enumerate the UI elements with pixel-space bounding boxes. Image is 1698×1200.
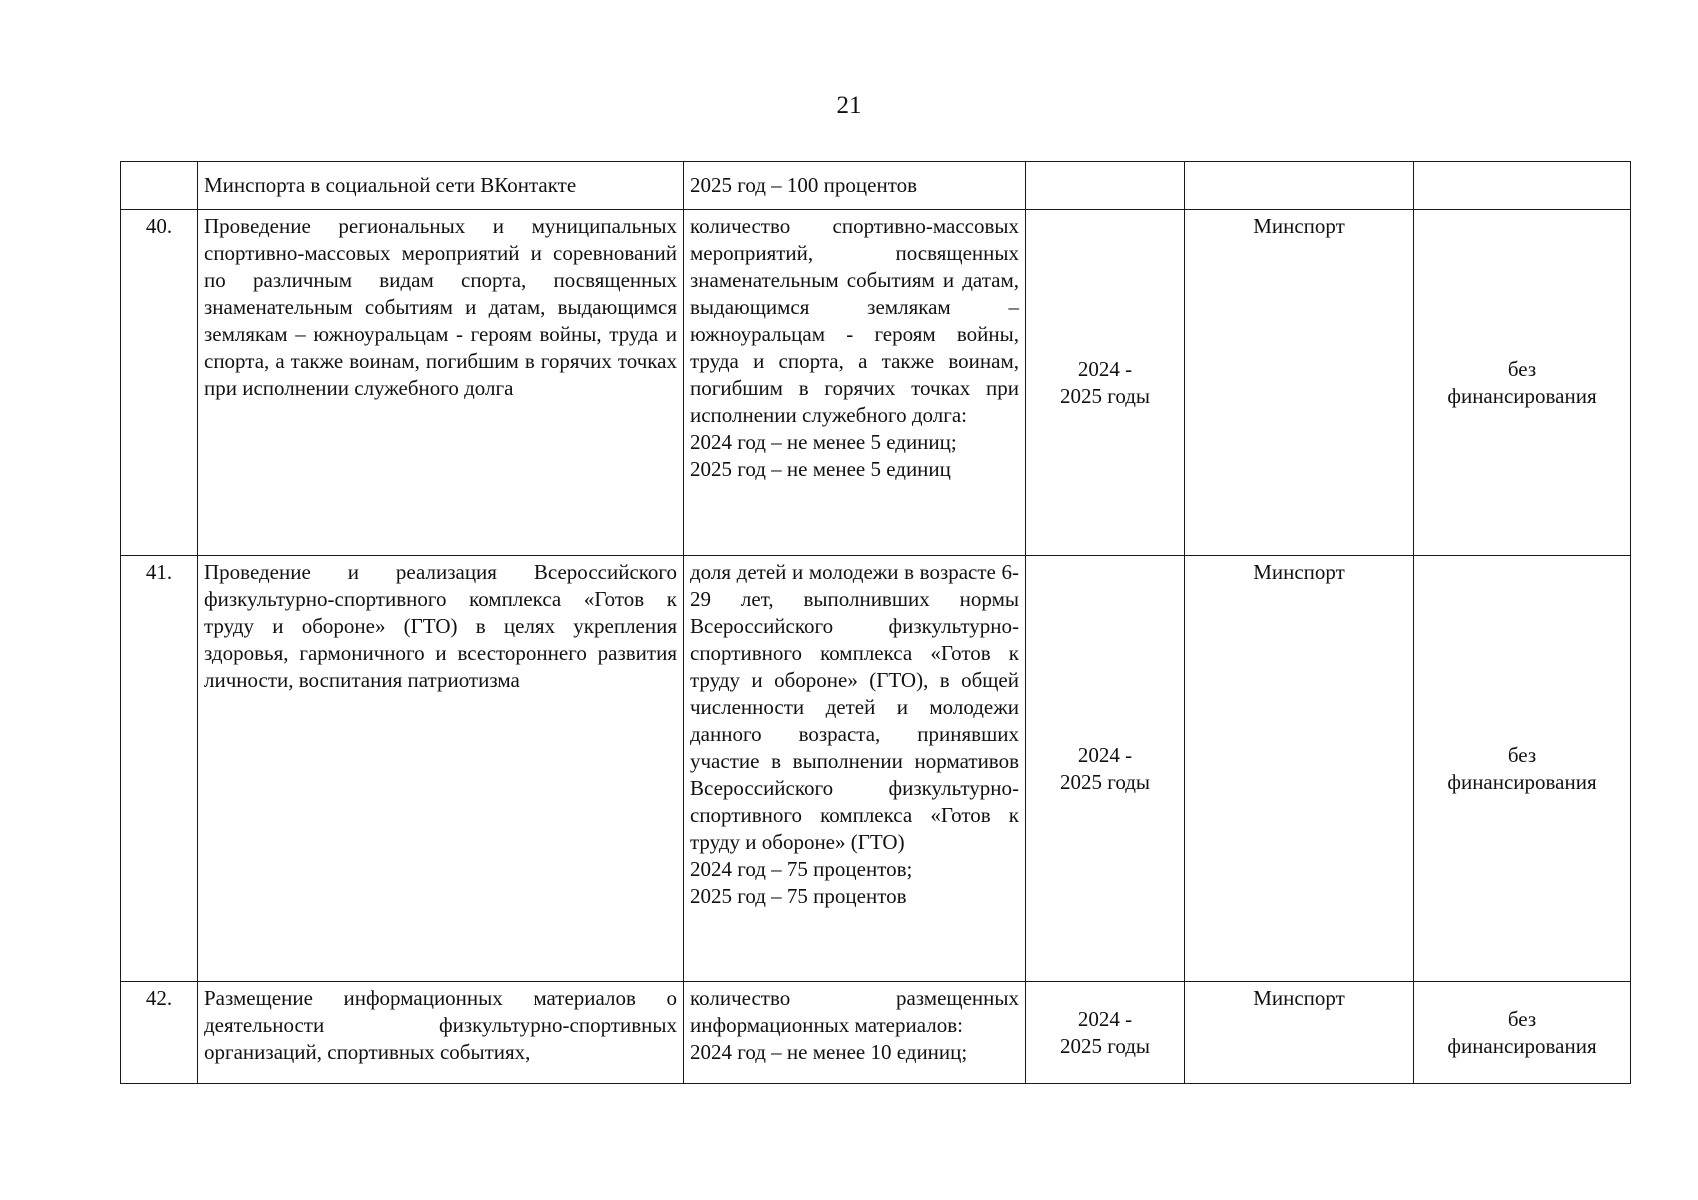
cell-number: 42. [121,982,198,1084]
cell-executor: Минспорт [1185,210,1414,556]
cell-event: Проведение региональных и муниципальных спортивно-массовых мероприятий и соревнований по различным видам спорта, посвященных знаменательным событиям и датам, выдающимся землякам – южноуральцам - героям войны, труда и спорта, а также воинам, погибшим в горячих точках при исполнении служебного долга [198,210,684,556]
cell-event: Размещение информационных материалов о деятельности физкультурно-спортивных организаций, спортивных событиях, [198,982,684,1084]
cell-indicator [684,210,1026,556]
cell-financing [1414,162,1631,210]
cell-number [121,162,198,210]
financing-line: финансирования [1447,383,1597,408]
cell-financing [1414,210,1631,556]
indicator-text: количество спортивно-массовых мероприятий, посвященных знаменательным событиям и датам, выдающимся землякам – южноуральцам - героям войны, труда и спорта, а также воинам, погибшим в горячих точках при исполнении служебного долга: [690,214,1019,427]
indicator-text: количество размещенных информационных материалов: [690,986,1019,1037]
cell-event: Проведение и реализация Всероссийского физкультурно-спортивного комплекса «Готов к труду и обороне» (ГТО) в целях укрепления здоровья, гармоничного и всестороннего развития личности, воспитания патриотизма [198,556,684,982]
cell-financing [1414,556,1631,982]
period-start: 2024 - [1077,356,1133,381]
table-row-continuation [121,162,1631,210]
cell-number: 40. [121,210,198,556]
period-start: 2024 - [1077,1006,1133,1031]
financing-line: без [1507,1006,1537,1031]
cell-period [1026,162,1185,210]
cell-financing [1414,982,1631,1084]
indicator-text: доля детей и молодежи в возрасте 6-29 лет, выполнивших нормы Всероссийского физкультурно-спортивного комплекса «Готов к труду и обороне» (ГТО), в общей численности детей и молодежи данного возраста, принявших участие в выполнении нормативов Всероссийского физкультурно-спортивного комплекса «Готов к труду и обороне» (ГТО) [690,560,1019,854]
indicator-value: 2024 год – не менее 5 единиц; [690,430,957,454]
cell-event: Минспорта в социальной сети ВКонтакте [198,162,684,210]
table-row [121,556,1631,982]
cell-period [1026,210,1185,556]
period-start: 2024 - [1077,742,1133,767]
cell-executor: Минспорт [1185,556,1414,982]
cell-number: 41. [121,556,198,982]
cell-indicator: 2025 год – 100 процентов [684,162,1026,210]
cell-indicator [684,556,1026,982]
indicator-value: 2025 год – не менее 5 единиц [690,457,951,481]
period-end: 2025 годы [1059,383,1151,408]
cell-executor: Минспорт [1185,982,1414,1084]
indicator-value: 2024 год – 75 процентов; [690,857,913,881]
cell-executor [1185,162,1414,210]
indicator-value: 2025 год – 75 процентов [690,884,907,908]
period-end: 2025 годы [1059,1033,1151,1058]
table-row [121,210,1631,556]
program-table [120,161,1631,1084]
financing-line: финансирования [1447,769,1597,794]
cell-period [1026,982,1185,1084]
table-row [121,982,1631,1084]
period-end: 2025 годы [1059,769,1151,794]
indicator-value: 2024 год – не менее 10 единиц; [690,1040,968,1064]
cell-period [1026,556,1185,982]
page-number: 21 [836,92,862,119]
financing-line: финансирования [1447,1033,1597,1058]
financing-line: без [1507,742,1537,767]
financing-line: без [1507,356,1537,381]
cell-indicator [684,982,1026,1084]
